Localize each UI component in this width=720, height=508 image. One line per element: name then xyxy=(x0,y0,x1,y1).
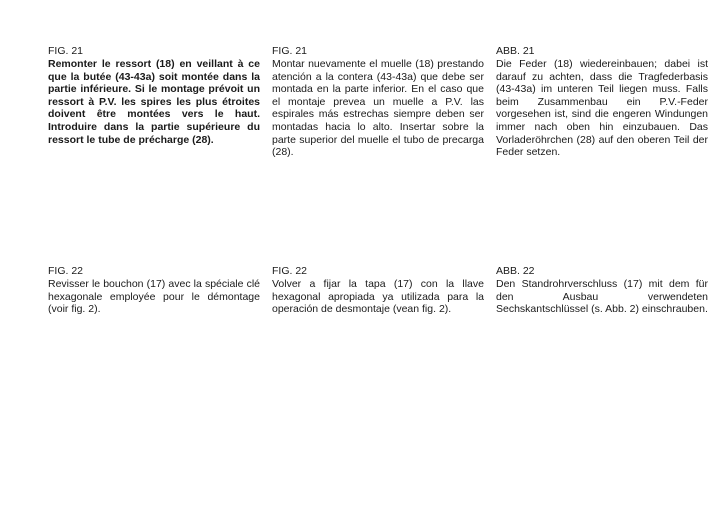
fig22-spanish-block xyxy=(272,265,484,316)
fig22-german-block xyxy=(496,265,708,316)
fig22-french-text: Revisser le bouchon (17) avec la spéciale clé hexagonale employée pour le démontage (voir fig. 2). xyxy=(48,278,260,316)
fig22-french-heading: FIG. 22 xyxy=(48,265,84,277)
fig21-spanish-block xyxy=(272,45,484,159)
fig21-french-text: Remonter le ressort (18) en veillant à ce que la butée (43-43a) soit montée dans la partie inférieure. Si le montage prévoit un ressort à P.V. les spires les plus étroites doivent être montées vers le haut. Introduire dans la partie supérieure du ressort le tube de précharge (28). xyxy=(48,58,260,146)
fig21-german-block xyxy=(496,45,708,159)
fig21-spanish-text: Montar nuevamente el muelle (18) prestando atención a la contera (43-43a) que debe ser montada en la parte inferior. En el caso que el montaje prevea un muelle a P.V. las espirales más estrechas siempre deben ser montadas hacia lo alto. Insertar sobre la parte superior del muelle el tubo de precarga (28). xyxy=(272,58,484,159)
fig21-spanish-heading: FIG. 21 xyxy=(272,45,308,57)
fig22-spanish-text: Volver a fijar la tapa (17) con la llave hexagonal apropiada ya utilizada para la operación de desmontaje (vean fig. 2). xyxy=(272,278,484,316)
fig21-german-heading: ABB. 21 xyxy=(496,45,535,57)
fig21-german-text: Die Feder (18) wiedereinbauen; dabei ist darauf zu achten, dass die Tragfederbasis (43-43a) im unteren Teil liegen muss. Falls beim Zusammenbau ein P.V.-Feder vorgesehen ist, sind die engeren Windungen immer nach oben hin einzubauen. Das Vorladeröhrchen (28) auf den oberen Teil der Feder setzen. xyxy=(496,58,708,159)
fig21-french-block xyxy=(48,45,260,146)
fig22-german-text: Den Standrohrverschluss (17) mit dem für den Ausbau verwendeten Sechskantschlüssel (s. Abb. 2) einschrauben. xyxy=(496,278,708,316)
fig21-french-heading: FIG. 21 xyxy=(48,45,84,57)
fig22-german-heading: ABB. 22 xyxy=(496,265,535,277)
fig22-french-block xyxy=(48,265,260,316)
fig22-spanish-heading: FIG. 22 xyxy=(272,265,308,277)
